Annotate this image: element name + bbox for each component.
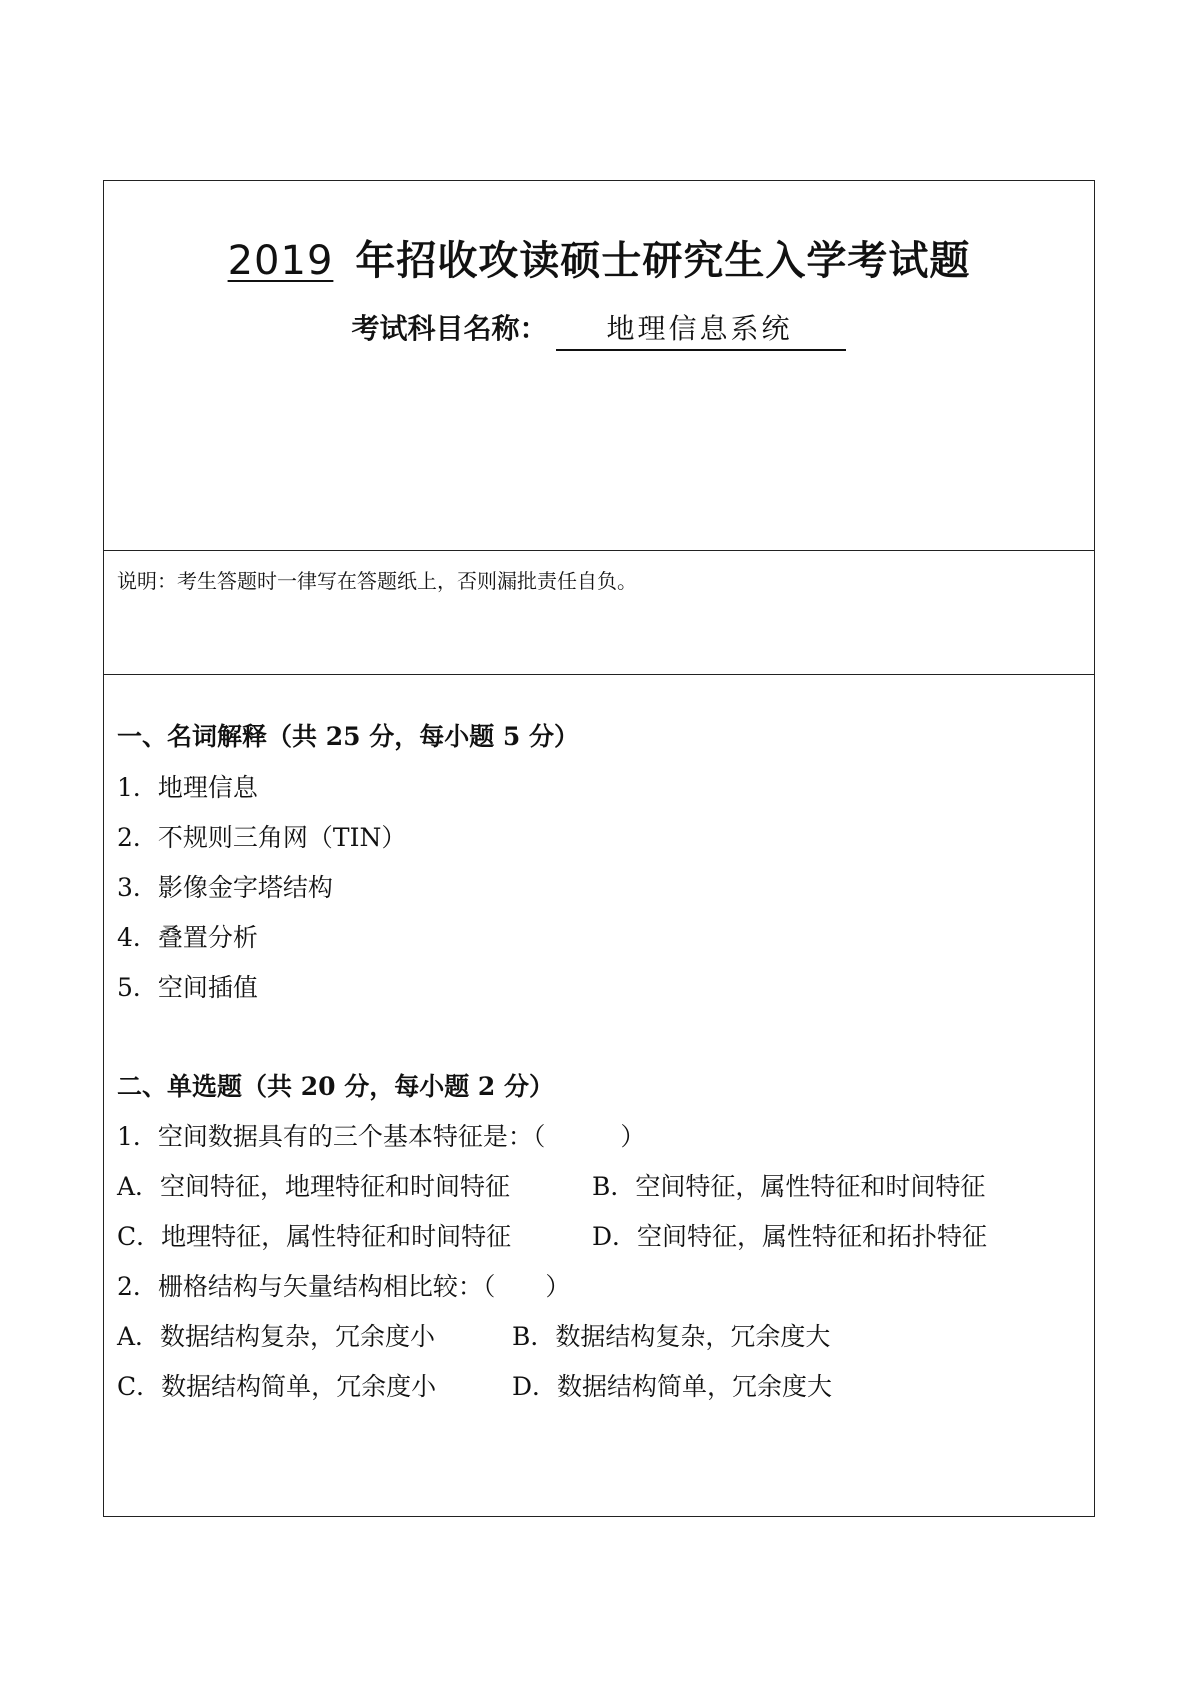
term-item: 4．叠置分析 — [117, 923, 258, 952]
section2-heading: 二、单选题（共 20 分，每小题 2 分） — [117, 1072, 555, 1101]
section1-heading: 一、名词解释（共 25 分，每小题 5 分） — [117, 722, 580, 751]
title-section — [104, 181, 1094, 551]
option-a: A．空间特征，地理特征和时间特征 — [117, 1172, 511, 1201]
subject-line — [104, 307, 1094, 351]
term-item: 1．地理信息 — [117, 773, 258, 802]
term-item: 2．不规则三角网（TIN） — [117, 823, 407, 852]
option-c: C．数据结构简单，冗余度小 — [117, 1372, 437, 1401]
option-c: C．地理特征，属性特征和时间特征 — [117, 1222, 512, 1251]
option-a: A．数据结构复杂，冗余度小 — [117, 1322, 436, 1351]
exam-title — [104, 229, 1094, 286]
exam-title-text: 年招收攻读硕士研究生入学考试题 — [355, 238, 971, 284]
question-stem: 1．空间数据具有的三个基本特征是：（ ） — [117, 1122, 646, 1151]
option-b: B．数据结构复杂，冗余度大 — [512, 1322, 831, 1351]
term-item: 5．空间插值 — [117, 973, 258, 1002]
note-section — [104, 551, 1094, 675]
exam-year: 2019 — [227, 238, 334, 284]
subject-value: 地理信息系统 — [556, 307, 846, 351]
question-stem: 2．栅格结构与矢量结构相比较：（ ） — [117, 1272, 571, 1301]
option-d: D．空间特征，属性特征和拓扑特征 — [592, 1222, 988, 1251]
term-item: 3．影像金字塔结构 — [117, 873, 333, 902]
option-d: D．数据结构简单，冗余度大 — [512, 1372, 833, 1401]
exam-frame — [103, 180, 1095, 1517]
subject-label: 考试科目名称： — [351, 312, 548, 345]
option-b: B．空间特征，属性特征和时间特征 — [592, 1172, 986, 1201]
instruction-note: 说明：考生答题时一律写在答题纸上，否则漏批责任自负。 — [117, 569, 637, 593]
